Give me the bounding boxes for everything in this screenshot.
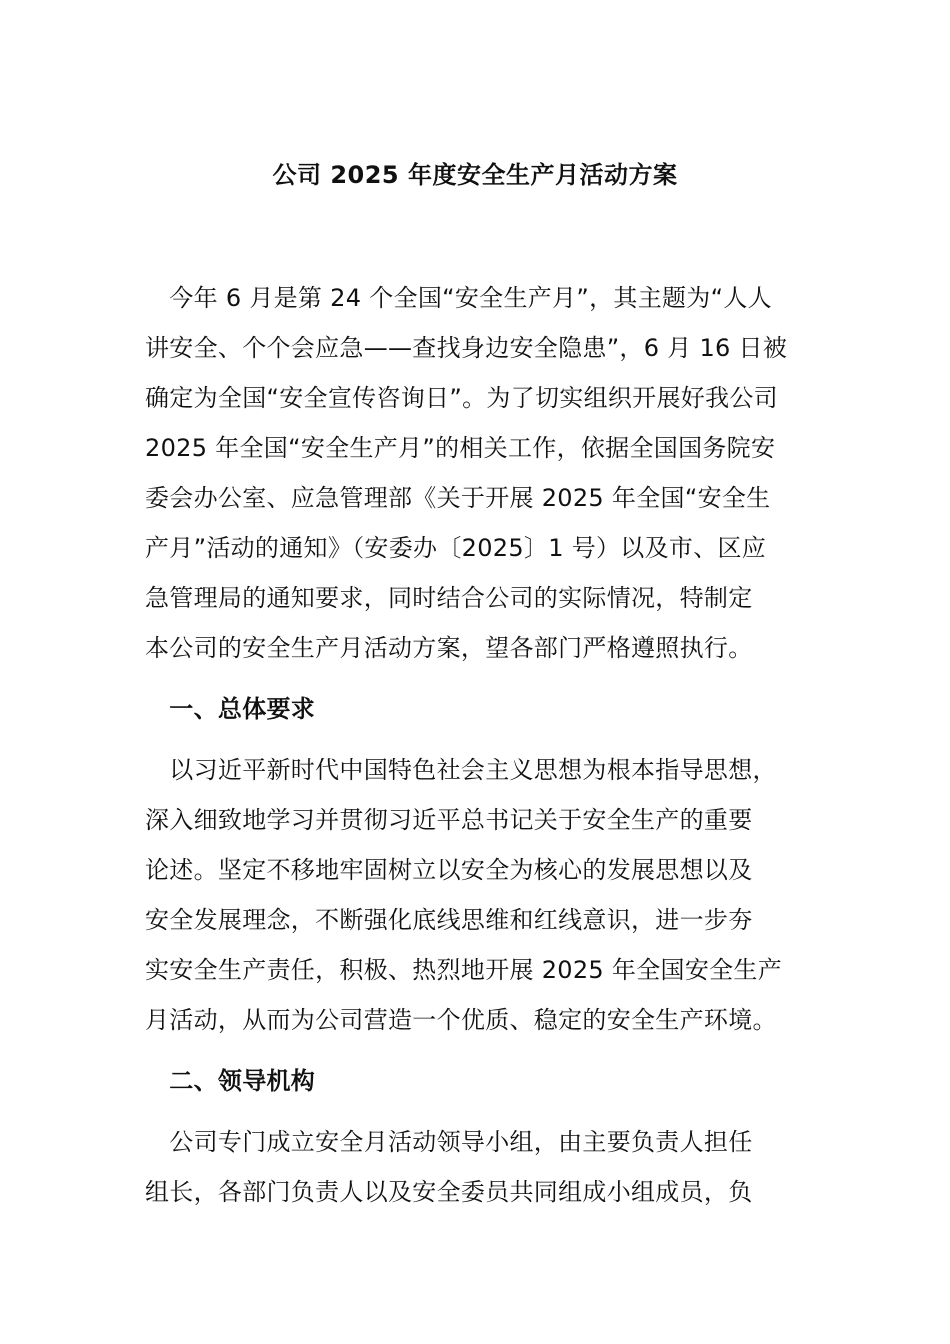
intro-line: 委会办公室、应急管理部《关于开展 2025 年全国“安全生: [145, 484, 771, 512]
intro-line: 确定为全国“安全宣传咨询日”。为了切实组织开展好我公司: [145, 384, 778, 412]
intro-line: 急管理局的通知要求，同时结合公司的实际情况，特制定: [145, 584, 753, 612]
intro-line: 产月”活动的通知》（安委办〔2025〕1 号）以及市、区应: [145, 534, 767, 562]
section-line: 安全发展理念，不断强化底线思维和红线意识，进一步夯: [145, 906, 753, 934]
section-heading-leadership: 二、领导机构: [145, 1067, 316, 1095]
intro-line: 今年 6 月是第 24 个全国“安全生产月”，其主题为“人人: [145, 284, 772, 312]
section-line: 深入细致地学习并贯彻习近平总书记关于安全生产的重要: [145, 806, 753, 834]
document-title: 公司 2025 年度安全生产月活动方案: [272, 161, 678, 189]
section-line: 以习近平新时代中国特色社会主义思想为根本指导思想，: [145, 756, 777, 784]
section-line: 组长，各部门负责人以及安全委员共同组成小组成员，负: [145, 1178, 753, 1206]
section-line: 月活动，从而为公司营造一个优质、稳定的安全生产环境。: [145, 1006, 777, 1034]
intro-line: 本公司的安全生产月活动方案，望各部门严格遵照执行。: [145, 634, 753, 662]
section-line: 公司专门成立安全月活动领导小组，由主要负责人担任: [145, 1128, 753, 1156]
intro-line: 2025 年全国“安全生产月”的相关工作，依据全国国务院安: [145, 434, 776, 462]
section-heading-general-requirements: 一、总体要求: [145, 695, 316, 723]
intro-line: 讲安全、个个会应急——查找身边安全隐患”，6 月 16 日被: [145, 334, 788, 362]
section-line: 论述。坚定不移地牢固树立以安全为核心的发展思想以及: [145, 856, 753, 884]
section-line: 实安全生产责任，积极、热烈地开展 2025 年全国安全生产: [145, 956, 783, 984]
